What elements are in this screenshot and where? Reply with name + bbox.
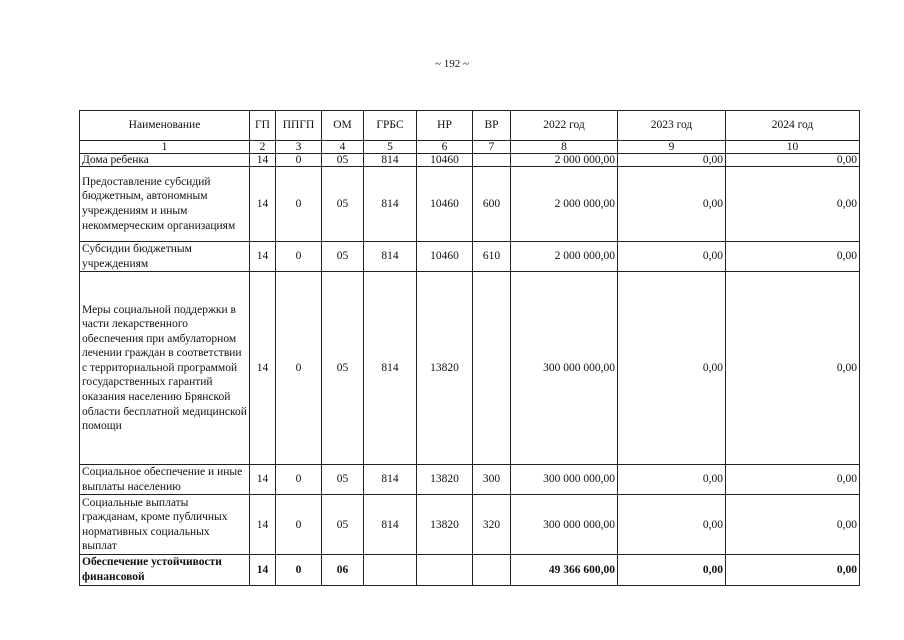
row-2024: 0,00 bbox=[726, 465, 860, 495]
header-om: ОМ bbox=[322, 111, 364, 141]
header-gp: ГП bbox=[250, 111, 276, 141]
row-grbs: 814 bbox=[364, 154, 417, 167]
row-ppgp: 0 bbox=[276, 242, 322, 272]
row-name: Субсидии бюджетным учреждениям bbox=[80, 242, 250, 272]
row-name: Социальные выплаты гражданам, кроме публичных нормативных социальных выплат bbox=[80, 495, 250, 555]
row-nr: 10460 bbox=[417, 167, 473, 242]
row-vr bbox=[473, 272, 511, 465]
header-2022: 2022 год bbox=[511, 111, 618, 141]
budget-table bbox=[79, 110, 860, 586]
row-ppgp: 0 bbox=[276, 154, 322, 167]
row-nr: 13820 bbox=[417, 495, 473, 555]
row-2024: 0,00 bbox=[726, 272, 860, 465]
row-2024: 0,00 bbox=[726, 495, 860, 555]
row-2023: 0,00 bbox=[618, 495, 726, 555]
row-name: Социальное обеспечение и иные выплаты населению bbox=[80, 465, 250, 495]
header-2024: 2024 год bbox=[726, 111, 860, 141]
row-vr: 300 bbox=[473, 465, 511, 495]
row-nr: 10460 bbox=[417, 154, 473, 167]
row-nr bbox=[417, 555, 473, 585]
header-vr: ВР bbox=[473, 111, 511, 141]
table-row bbox=[80, 495, 860, 555]
row-ppgp: 0 bbox=[276, 167, 322, 242]
row-gp: 14 bbox=[250, 167, 276, 242]
row-grbs: 814 bbox=[364, 272, 417, 465]
row-om: 05 bbox=[322, 495, 364, 555]
row-name: Меры социальной поддержки в части лекарственного обеспечения при амбулаторном лечении граждан в соответствии с территориальной программой государственных гарантий оказания населению Брянской области бесплатной медицинской помощи bbox=[80, 272, 250, 465]
row-2022: 2 000 000,00 bbox=[511, 154, 618, 167]
row-gp: 14 bbox=[250, 495, 276, 555]
table-row bbox=[80, 242, 860, 272]
header-2023: 2023 год bbox=[618, 111, 726, 141]
row-gp: 14 bbox=[250, 465, 276, 495]
header-ppgp: ППГП bbox=[276, 111, 322, 141]
row-2022: 300 000 000,00 bbox=[511, 272, 618, 465]
row-grbs: 814 bbox=[364, 242, 417, 272]
row-gp: 14 bbox=[250, 272, 276, 465]
column-number: 6 bbox=[417, 141, 473, 154]
column-number: 9 bbox=[618, 141, 726, 154]
row-ppgp: 0 bbox=[276, 465, 322, 495]
row-2023: 0,00 bbox=[618, 154, 726, 167]
row-om: 05 bbox=[322, 154, 364, 167]
row-grbs: 814 bbox=[364, 167, 417, 242]
row-grbs: 814 bbox=[364, 495, 417, 555]
row-vr: 600 bbox=[473, 167, 511, 242]
column-number: 3 bbox=[276, 141, 322, 154]
row-vr bbox=[473, 154, 511, 167]
row-nr: 10460 bbox=[417, 242, 473, 272]
column-number: 4 bbox=[322, 141, 364, 154]
row-2022: 2 000 000,00 bbox=[511, 167, 618, 242]
row-grbs bbox=[364, 555, 417, 585]
row-ppgp: 0 bbox=[276, 495, 322, 555]
row-nr: 13820 bbox=[417, 272, 473, 465]
row-om: 06 bbox=[322, 555, 364, 585]
row-2023: 0,00 bbox=[618, 555, 726, 585]
column-number: 2 bbox=[250, 141, 276, 154]
table-row bbox=[80, 272, 860, 465]
column-number: 5 bbox=[364, 141, 417, 154]
row-2024: 0,00 bbox=[726, 242, 860, 272]
header-nr: НР bbox=[417, 111, 473, 141]
row-nr: 13820 bbox=[417, 465, 473, 495]
table-row bbox=[80, 154, 860, 167]
row-2023: 0,00 bbox=[618, 167, 726, 242]
row-vr: 610 bbox=[473, 242, 511, 272]
column-number-row bbox=[80, 141, 860, 154]
row-ppgp: 0 bbox=[276, 272, 322, 465]
row-2022: 49 366 600,00 bbox=[511, 555, 618, 585]
row-2024: 0,00 bbox=[726, 555, 860, 585]
row-2024: 0,00 bbox=[726, 154, 860, 167]
row-name: Обеспечение устойчивости финансовой bbox=[80, 555, 250, 585]
row-gp: 14 bbox=[250, 154, 276, 167]
row-vr: 320 bbox=[473, 495, 511, 555]
column-number: 10 bbox=[726, 141, 860, 154]
row-gp: 14 bbox=[250, 242, 276, 272]
row-2023: 0,00 bbox=[618, 242, 726, 272]
page-number: ~ 192 ~ bbox=[435, 58, 469, 70]
row-2022: 300 000 000,00 bbox=[511, 495, 618, 555]
table-row bbox=[80, 465, 860, 495]
column-number: 7 bbox=[473, 141, 511, 154]
row-om: 05 bbox=[322, 465, 364, 495]
column-number: 8 bbox=[511, 141, 618, 154]
table-header-row bbox=[80, 111, 860, 141]
row-name: Дома ребенка bbox=[80, 154, 250, 167]
row-grbs: 814 bbox=[364, 465, 417, 495]
row-gp: 14 bbox=[250, 555, 276, 585]
row-2022: 300 000 000,00 bbox=[511, 465, 618, 495]
row-om: 05 bbox=[322, 167, 364, 242]
row-om: 05 bbox=[322, 242, 364, 272]
table-row bbox=[80, 555, 860, 585]
row-vr bbox=[473, 555, 511, 585]
table-row bbox=[80, 167, 860, 242]
header-grbs: ГРБС bbox=[364, 111, 417, 141]
row-2023: 0,00 bbox=[618, 272, 726, 465]
row-2024: 0,00 bbox=[726, 167, 860, 242]
row-name: Предоставление субсидий бюджетным, автономным учреждениям и иным некоммерческим организациям bbox=[80, 167, 250, 242]
row-om: 05 bbox=[322, 272, 364, 465]
row-ppgp: 0 bbox=[276, 555, 322, 585]
row-2022: 2 000 000,00 bbox=[511, 242, 618, 272]
header-name: Наименование bbox=[80, 111, 250, 141]
column-number: 1 bbox=[80, 141, 250, 154]
row-2023: 0,00 bbox=[618, 465, 726, 495]
